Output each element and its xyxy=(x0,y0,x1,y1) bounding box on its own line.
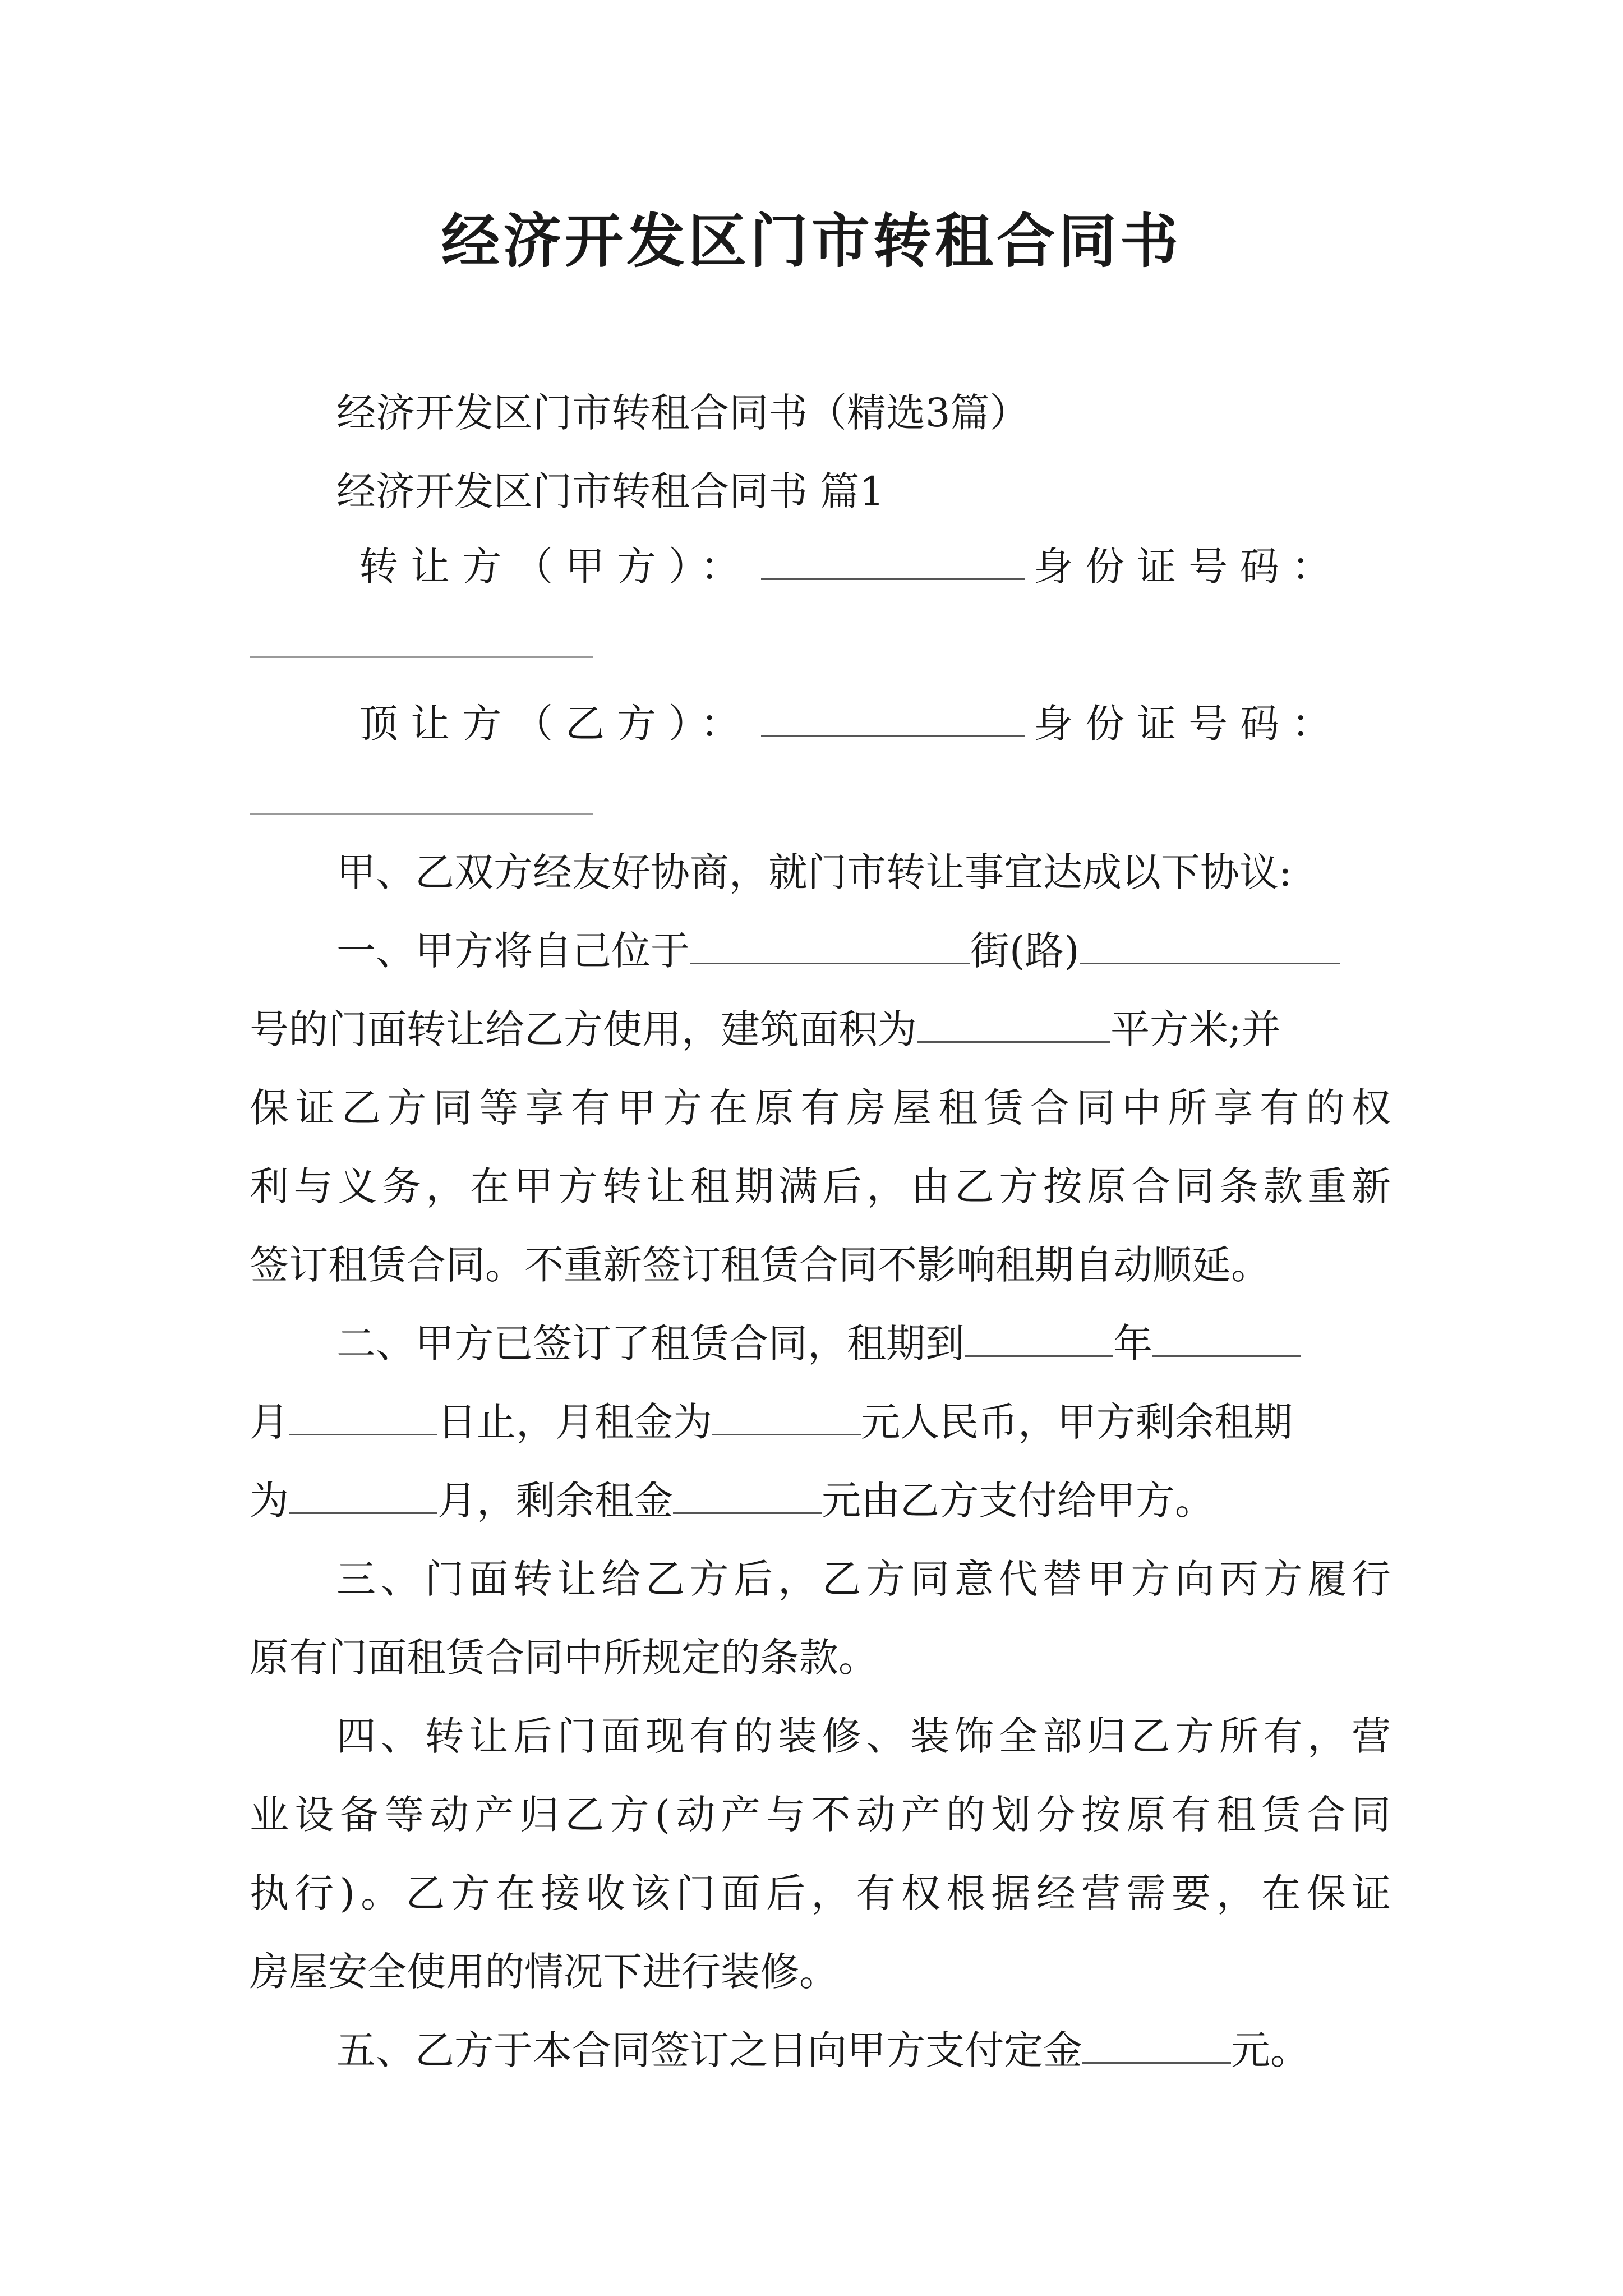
party-a-line xyxy=(359,539,1391,595)
clause-2-line-3: 为 月，剩余租金 元由乙方支付给甲方。 xyxy=(250,1473,1391,1529)
party-b-label: 顶让方（乙方）： xyxy=(359,701,752,747)
party-b-name-blank xyxy=(761,698,1025,737)
lease-end-year-blank xyxy=(965,1318,1113,1357)
document-title: 经济开发区门市转租合同书 xyxy=(441,206,1182,275)
party-b-id-blank xyxy=(250,813,593,815)
monthly-rent-blank xyxy=(712,1397,861,1435)
clause-1-line-4: 利与义务，在甲方转让租期满后，由乙方按原合同条款重新 xyxy=(250,1163,1391,1209)
lease-end-month-blank xyxy=(1152,1318,1301,1357)
clause-4-line-2: 业设备等动产归乙方(动产与不动产的划分按原有租赁合同 xyxy=(250,1792,1391,1838)
party-b-id-label: 身份证号码： xyxy=(1034,701,1343,747)
area-blank xyxy=(917,1004,1110,1043)
number-blank xyxy=(1080,926,1340,964)
clause-2-line-2: 月 日止，月租金为 元人民币，甲方剩余租期 xyxy=(250,1394,1391,1450)
party-b-line xyxy=(359,696,1391,752)
clause-4-line-1: 四、转让后门面现有的装修、装饰全部归乙方所有，营 xyxy=(336,1713,1391,1759)
clause-4-line-4: 房屋安全使用的情况下进行装修。 xyxy=(250,1949,838,1995)
party-a-name-blank xyxy=(761,541,1025,580)
clause-3-line-2: 原有门面租赁合同中所规定的条款。 xyxy=(250,1635,878,1681)
clause-1-line-3: 保证乙方同等享有甲方在原有房屋租赁合同中所享有的权 xyxy=(250,1085,1391,1131)
clause-5-line-1: 五、乙方于本合同签订之日向甲方支付定金 元。 xyxy=(336,2022,1391,2078)
party-a-label: 转让方（甲方）： xyxy=(359,544,752,590)
party-a-id-blank xyxy=(250,656,593,658)
clause-1-line-5: 签订租赁合同。不重新签订租赁合同不影响租期自动顺延。 xyxy=(250,1242,1270,1288)
clause-1-line-1: 一、甲方将自己位于 街(路) xyxy=(336,923,1391,979)
agreement-intro: 甲、乙双方经友好协商，就门市转让事宜达成以下协议: xyxy=(336,849,1292,895)
street-blank xyxy=(690,926,970,964)
section-heading: 经济开发区门市转租合同书 篇1 xyxy=(336,468,884,514)
clause-1-line-2: 号的门面转让给乙方使用，建筑面积为 平方米;并 xyxy=(250,1001,1391,1057)
lease-end-day-blank xyxy=(289,1397,437,1435)
clause-3-line-1: 三、门面转让给乙方后，乙方同意代替甲方向丙方履行 xyxy=(336,1556,1391,1602)
remaining-rent-blank xyxy=(673,1475,822,1514)
remaining-months-blank xyxy=(289,1475,437,1514)
document-subtitle: 经济开发区门市转租合同书（精选3篇） xyxy=(336,390,1029,436)
party-a-id-label: 身份证号码： xyxy=(1034,544,1343,590)
clause-4-line-3: 执行)。乙方在接收该门面后，有权根据经营需要，在保证 xyxy=(250,1870,1391,1916)
clause-2-line-1: 二、甲方已签订了租赁合同，租期到 年 xyxy=(336,1315,1391,1372)
deposit-blank xyxy=(1082,2025,1231,2064)
